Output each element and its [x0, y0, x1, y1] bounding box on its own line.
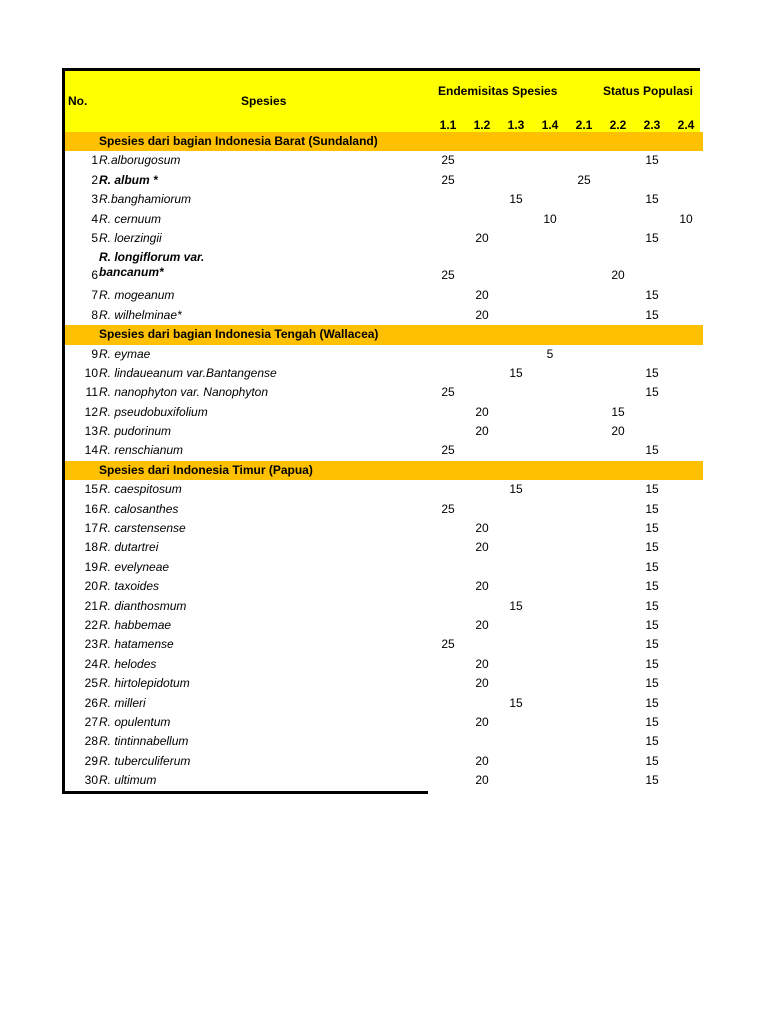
table-row [65, 597, 703, 616]
table-row [65, 752, 703, 771]
score-cell: 15 [645, 637, 659, 652]
table-row [65, 616, 703, 635]
species-name: R. loerzingii [99, 230, 162, 245]
row-number: 11 [85, 385, 98, 400]
score-cell: 15 [509, 482, 523, 497]
species-name: R. caespitosum [99, 482, 182, 497]
row-number: 29 [84, 753, 98, 768]
table-row [65, 383, 703, 402]
score-cell: 15 [645, 773, 659, 788]
row-number: 2 [91, 172, 98, 187]
score-cell: 15 [645, 153, 659, 168]
row-number: 21 [84, 598, 98, 613]
species-name: R. pseudobuxifolium [99, 404, 208, 419]
score-cell: 15 [645, 695, 659, 710]
row-number: 1 [91, 153, 98, 168]
row-number: 28 [84, 734, 98, 749]
species-name: R. album * [99, 172, 158, 187]
row-number: 10 [84, 365, 98, 380]
table-row [65, 306, 703, 325]
score-cell: 15 [645, 656, 659, 671]
row-number: 15 [84, 482, 98, 497]
table-row [65, 403, 703, 422]
species-name: R. mogeanum [99, 288, 175, 303]
table-row [65, 500, 703, 519]
score-cell: 20 [475, 404, 489, 419]
row-number: 25 [84, 676, 98, 691]
section-header-row [65, 461, 703, 480]
score-cell: 15 [645, 579, 659, 594]
species-name: R. ultimum [99, 773, 157, 788]
subcol-header: 2.2 [609, 118, 627, 132]
species-name: R. taxoides [99, 579, 160, 594]
table-row [65, 558, 703, 577]
score-cell: 25 [441, 637, 455, 652]
score-cell: 25 [441, 153, 455, 168]
score-cell: 20 [475, 521, 489, 536]
species-name: R. carstensense [99, 521, 186, 536]
score-cell: 25 [441, 172, 455, 187]
table-row [65, 190, 703, 209]
species-name: R. dutartrei [99, 540, 159, 555]
table-row [65, 655, 703, 674]
header-no: No. [68, 94, 88, 108]
score-cell: 15 [509, 695, 523, 710]
row-number: 5 [91, 230, 98, 245]
score-cell: 20 [611, 424, 625, 439]
score-cell: 15 [645, 365, 659, 380]
header-spesies: Spesies [241, 94, 287, 108]
score-cell: 25 [577, 172, 591, 187]
score-cell: 5 [546, 346, 554, 361]
table-row [65, 771, 703, 790]
score-cell: 25 [441, 443, 455, 458]
table-row [65, 229, 703, 248]
subcol-header: 2.3 [643, 118, 661, 132]
subcol-header: 2.1 [575, 118, 593, 132]
table-row [65, 674, 703, 693]
score-cell: 15 [509, 365, 523, 380]
table-row [65, 441, 703, 460]
species-name: R. helodes [99, 656, 157, 671]
row-number: 23 [84, 637, 98, 652]
row-number: 12 [84, 404, 98, 419]
score-cell: 15 [645, 559, 659, 574]
score-cell: 15 [645, 521, 659, 536]
subcol-header: 1.3 [507, 118, 525, 132]
species-name: R. hatamense [99, 637, 174, 652]
table-row [65, 248, 703, 286]
row-number: 20 [84, 579, 98, 594]
score-cell: 20 [475, 579, 489, 594]
table-row [65, 635, 703, 654]
score-cell: 15 [645, 734, 659, 749]
row-number: 19 [84, 559, 98, 574]
score-cell: 15 [645, 307, 659, 322]
table-row [65, 286, 703, 305]
subcol-header: 1.4 [541, 118, 559, 132]
species-name: R. hirtolepidotum [99, 676, 190, 691]
species-name: R. evelyneae [99, 559, 170, 574]
table-header [62, 68, 700, 132]
score-cell: 20 [475, 753, 489, 768]
table-row [65, 422, 703, 441]
row-number: 3 [91, 192, 98, 207]
row-number: 16 [84, 501, 98, 516]
table-row [65, 171, 703, 190]
subcol-header: 1.1 [439, 118, 457, 132]
row-number: 30 [84, 773, 98, 788]
table-row [65, 210, 703, 229]
table-body [62, 132, 693, 794]
species-name: R. calosanthes [99, 501, 179, 516]
section-label: Spesies dari bagian Indonesia Barat (Sundaland) [99, 134, 378, 148]
subcol-header: 1.2 [473, 118, 491, 132]
score-cell: 15 [611, 404, 625, 419]
table-row [65, 519, 703, 538]
species-name: R. wilhelminae* [99, 307, 182, 322]
table-row [65, 694, 703, 713]
score-cell: 10 [679, 211, 693, 226]
row-number: 8 [91, 307, 98, 322]
score-cell: 20 [475, 676, 489, 691]
row-number: 14 [84, 443, 98, 458]
score-cell: 15 [645, 230, 659, 245]
score-cell: 25 [441, 385, 455, 400]
species-name: R. lindaueanum var.Bantangense [99, 365, 277, 380]
score-cell: 20 [475, 230, 489, 245]
species-name: R. renschianum [99, 443, 184, 458]
species-name: R.banghamiorum [99, 192, 192, 207]
table-row [65, 732, 703, 751]
score-cell: 20 [475, 540, 489, 555]
score-cell: 15 [645, 714, 659, 729]
species-name: R. dianthosmum [99, 598, 187, 613]
score-cell: 15 [645, 385, 659, 400]
row-number: 4 [91, 211, 98, 226]
species-name: R. cernuum [99, 211, 162, 226]
score-cell: 15 [509, 192, 523, 207]
species-name: R. milleri [99, 695, 146, 710]
score-cell: 15 [645, 753, 659, 768]
species-name: R.alborugosum [99, 153, 181, 168]
section-label: Spesies dari Indonesia Timur (Papua) [99, 462, 313, 477]
score-cell: 15 [645, 192, 659, 207]
header-endemisitas: Endemisitas Spesies [438, 84, 558, 98]
species-name: R. longiflorum var. bancanum* [99, 250, 205, 280]
row-number: 13 [84, 424, 98, 439]
score-cell: 15 [645, 617, 659, 632]
species-name: R. habbemae [99, 617, 172, 632]
table-row [65, 364, 703, 383]
score-cell: 15 [645, 443, 659, 458]
table-row [65, 713, 703, 732]
score-cell: 20 [475, 288, 489, 303]
table-row [65, 480, 703, 499]
species-name: R. tintinnabellum [99, 734, 189, 749]
score-cell: 15 [645, 501, 659, 516]
table-row [65, 577, 703, 596]
species-table [62, 68, 700, 794]
header-status-populasi: Status Populasi [603, 84, 694, 98]
section-header-row [65, 325, 703, 344]
score-cell: 20 [611, 268, 625, 283]
score-cell: 15 [645, 540, 659, 555]
row-number: 24 [84, 656, 98, 671]
species-name: R. eymae [99, 346, 151, 361]
row-number: 7 [91, 288, 98, 303]
subcol-header: 2.4 [677, 118, 695, 132]
score-cell: 20 [475, 424, 489, 439]
species-name: R. opulentum [99, 714, 171, 729]
score-cell: 20 [475, 617, 489, 632]
species-name: R. pudorinum [99, 424, 172, 439]
score-cell: 10 [543, 211, 557, 226]
species-name: R. tuberculiferum [99, 753, 191, 768]
score-cell: 15 [645, 676, 659, 691]
score-cell: 20 [475, 773, 489, 788]
row-number: 6 [91, 268, 98, 283]
table-row [65, 345, 703, 364]
row-number: 17 [84, 521, 98, 536]
row-number: 22 [84, 617, 98, 632]
score-cell: 15 [509, 598, 523, 613]
species-name: R. nanophyton var. Nanophyton [99, 385, 269, 400]
score-cell: 15 [645, 598, 659, 613]
section-label: Spesies dari bagian Indonesia Tengah (Wallacea) [99, 327, 379, 342]
table-row [65, 151, 703, 170]
row-number: 27 [84, 714, 98, 729]
score-cell: 15 [645, 288, 659, 303]
section-header-row [65, 132, 703, 151]
row-number: 18 [84, 540, 98, 555]
row-number: 26 [84, 695, 98, 710]
score-cell: 20 [475, 307, 489, 322]
score-cell: 15 [645, 482, 659, 497]
table-row [65, 538, 703, 557]
score-cell: 25 [441, 501, 455, 516]
row-number: 9 [91, 346, 98, 361]
score-cell: 20 [475, 714, 489, 729]
score-cell: 25 [441, 268, 455, 283]
score-cell: 20 [475, 656, 489, 671]
